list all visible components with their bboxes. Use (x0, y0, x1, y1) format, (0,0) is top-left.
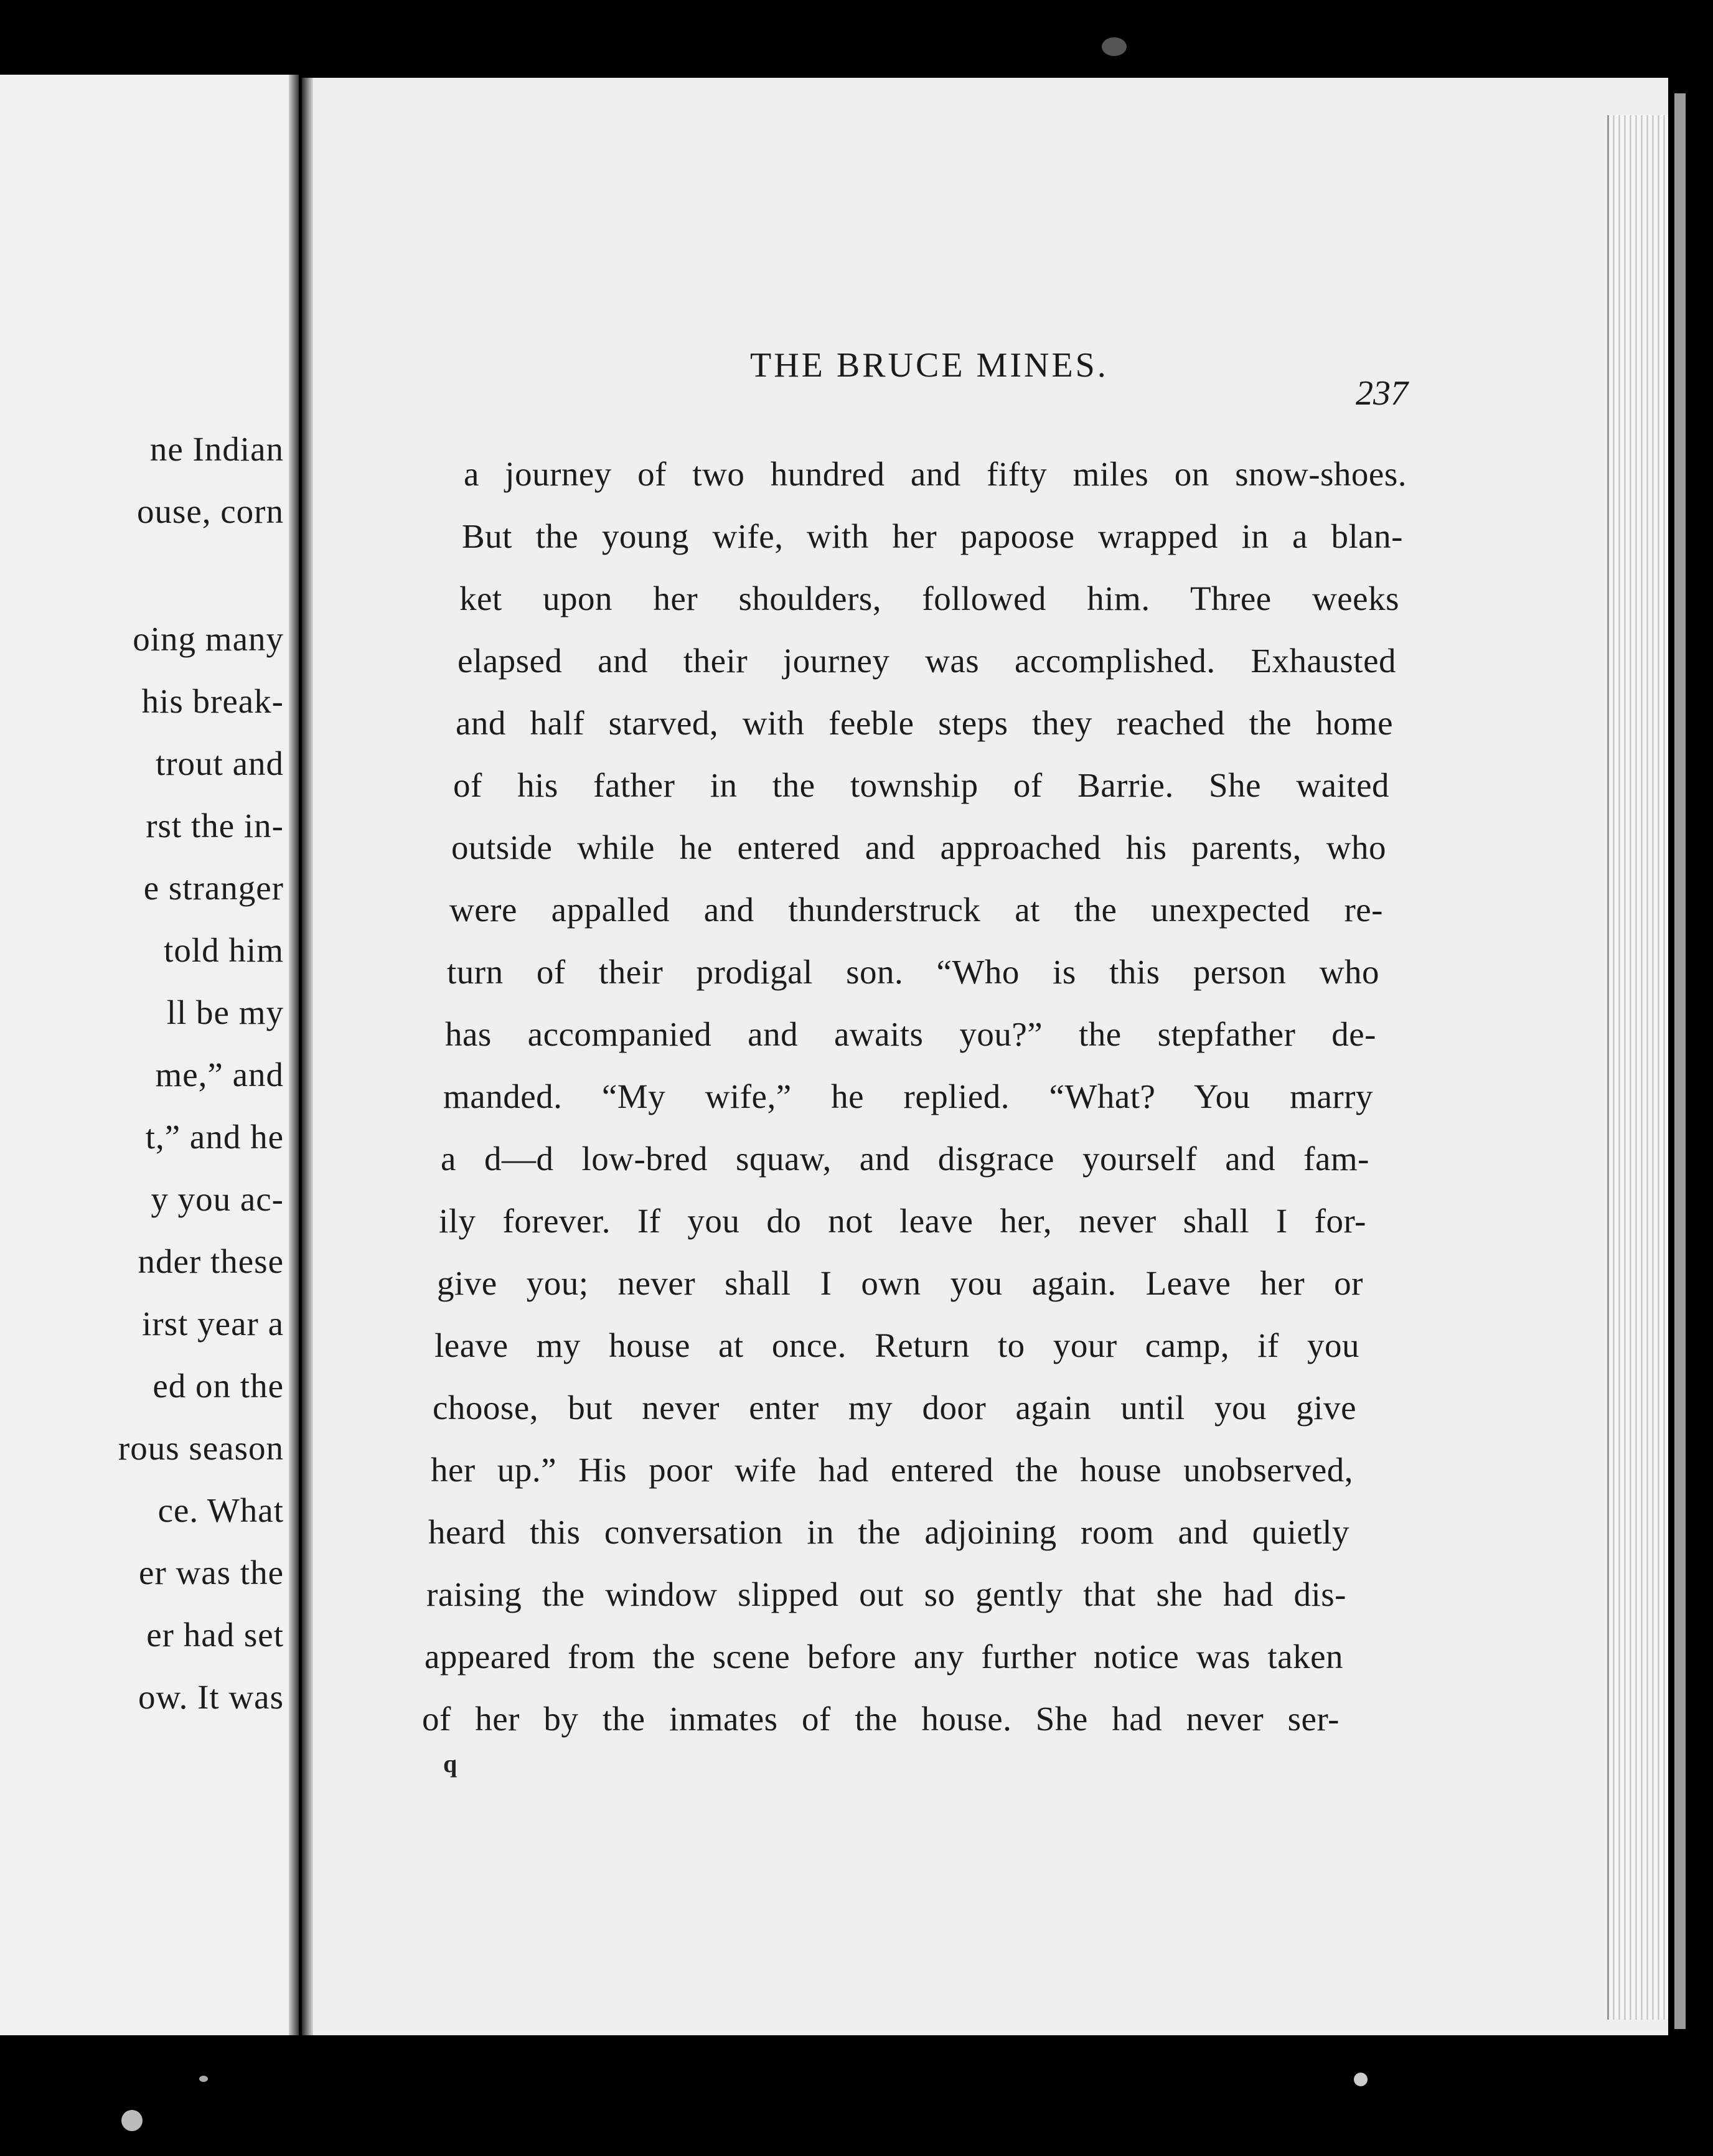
left-page (0, 75, 299, 2035)
left-line: ne Indian (149, 430, 284, 468)
left-line: trout and (155, 744, 284, 782)
signature-mark: q (443, 1750, 458, 1778)
left-line: ed on the (153, 1367, 284, 1405)
left-line: ouse, corn (136, 492, 284, 530)
book-edge-shadow (1674, 93, 1686, 2029)
left-line: me,” and (155, 1056, 284, 1094)
body-line: a d—d low-bred squaw, and disgrace yourself and fam- (441, 1140, 1369, 1178)
left-line: y you ac- (151, 1180, 284, 1218)
left-line: nder these (138, 1242, 284, 1280)
left-line: t,” and he (145, 1118, 284, 1156)
body-line: and half starved, with feeble steps they reached the home (456, 704, 1393, 742)
left-line: rst the in- (146, 807, 284, 845)
scan-speck (1102, 37, 1127, 56)
body-line: But the young wife, with her papoose wrapped in a blan- (462, 517, 1403, 555)
body-line: has accompanied and awaits you?” the stepfather de- (445, 1015, 1376, 1053)
left-line: rous season (118, 1429, 284, 1467)
running-head: THE BRUCE MINES. (750, 346, 1109, 385)
left-line: er had set (146, 1616, 284, 1654)
scan-speck (1354, 2073, 1368, 2086)
body-line: ket upon her shoulders, followed him. Three weeks (459, 579, 1399, 617)
body-line: a journey of two hundred and fifty miles on snow-shoes. (464, 455, 1407, 493)
body-line: give you; never shall I own you again. Leave her or (437, 1264, 1363, 1302)
body-line: turn of their prodigal son. “Who is this person who (447, 953, 1379, 991)
left-line: ce. What (157, 1491, 284, 1529)
scan-speck (199, 2076, 208, 2082)
left-line: ow. It was (138, 1678, 284, 1716)
left-line: irst year a (142, 1305, 284, 1343)
scan-speck (121, 2110, 143, 2131)
page-number: 237 (1356, 374, 1408, 413)
body-line: choose, but never enter my door again until you give (433, 1389, 1356, 1427)
book-gutter-shadow (302, 78, 313, 2035)
body-line: raising the window slipped out so gently that she had dis- (426, 1575, 1346, 1613)
book-gutter-shadow (289, 75, 299, 2035)
body-line: leave my house at once. Return to your camp, if you (434, 1326, 1359, 1364)
body-line: heard this conversation in the adjoining room and quietly (428, 1513, 1349, 1551)
body-line: her up.” His poor wife had entered the house unobserved, (431, 1451, 1353, 1489)
left-line: er was the (139, 1554, 284, 1591)
body-line: of his father in the township of Barrie. She waited (453, 766, 1389, 804)
left-line: oing many (133, 620, 284, 658)
left-line: e stranger (143, 869, 284, 907)
left-page-text (0, 75, 299, 2035)
body-line: elapsed and their journey was accomplished. Exhausted (458, 642, 1396, 680)
left-line: told him (164, 931, 284, 969)
body-line: were appalled and thunderstruck at the unexpected re- (449, 891, 1383, 929)
left-line: his break- (141, 682, 284, 720)
body-line: manded. “My wife,” he replied. “What? You marry (443, 1077, 1373, 1115)
body-line: of her by the inmates of the house. She had never ser- (422, 1700, 1340, 1738)
page-stack-edge (1607, 115, 1668, 2020)
left-line: ll be my (166, 993, 284, 1031)
body-line: ily forever. If you do not leave her, never shall I for- (439, 1202, 1366, 1240)
body-line: outside while he entered and approached his parents, who (451, 828, 1386, 866)
body-line: appeared from the scene before any further notice was taken (425, 1638, 1343, 1676)
